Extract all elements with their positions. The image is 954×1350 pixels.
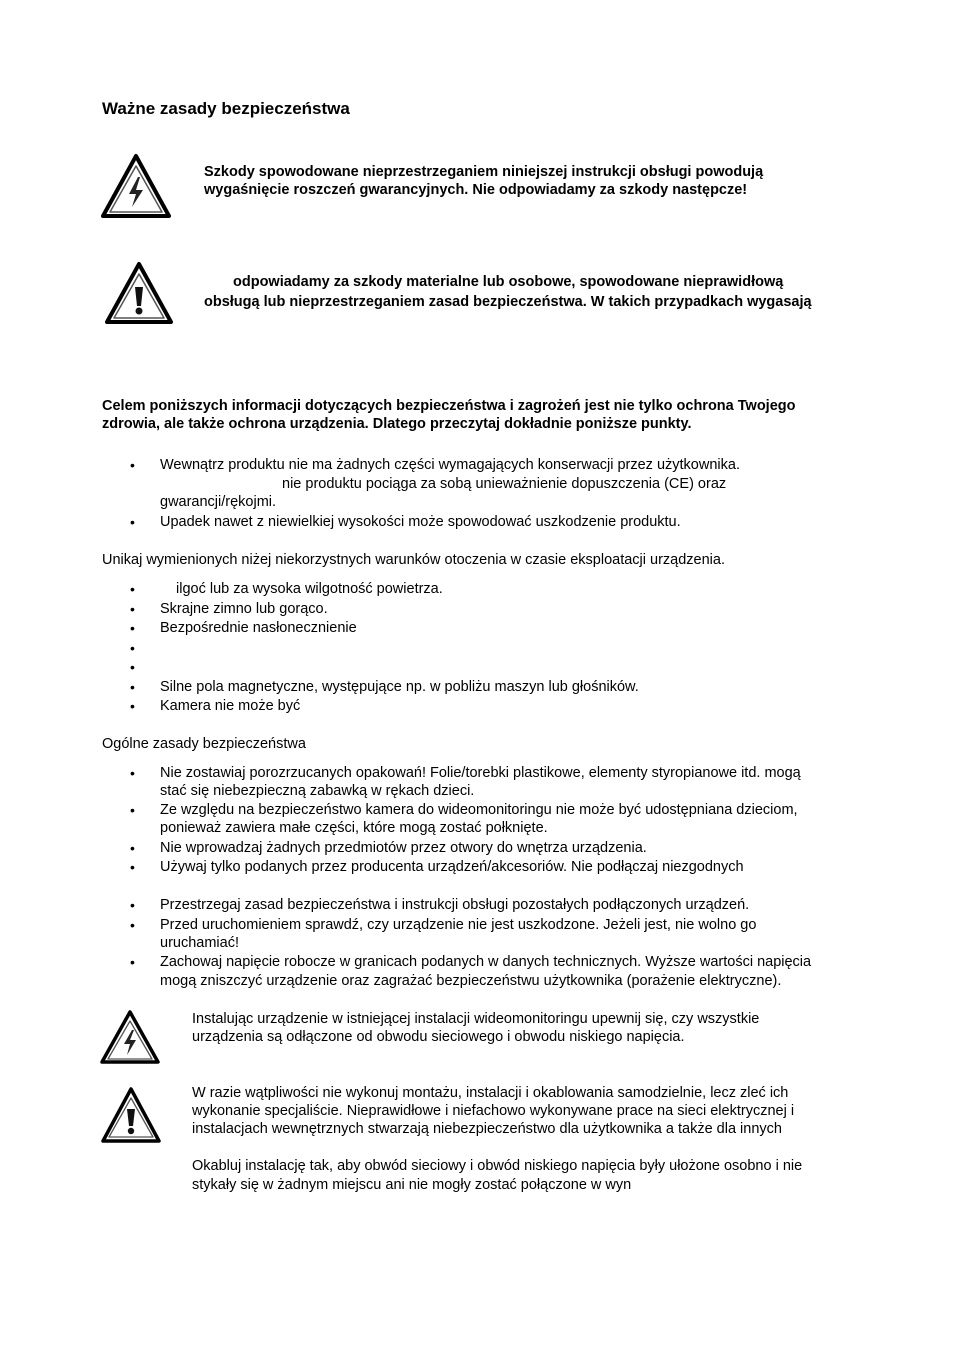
general-safety-heading: Ogólne zasady bezpieczeństwa: [102, 736, 306, 752]
bullet: •: [130, 601, 135, 617]
list-item: Nie zostawiaj porozrzucanych opakowań! Folie/torebki plastikowe, elementy styropianowe itd. mogą: [160, 765, 801, 781]
warning-1-line-1: Szkody spowodowane nieprzestrzeganiem niniejszej instrukcji obsługi powodują: [204, 164, 764, 180]
bullet: •: [130, 840, 135, 856]
page-title: Ważne zasady bezpieczeństwa: [102, 99, 350, 118]
list-item: Silne pola magnetyczne, występujące np. w pobliżu maszyn lub głośników.: [160, 679, 639, 695]
conditions-intro: Unikaj wymienionych niżej niekorzystnych warunków otoczenia w czasie eksploatacji urządzenia.: [102, 552, 725, 568]
warning-2-line-1: odpowiadamy za szkody materialne lub osobowe, spowodowane nieprawidłową: [233, 274, 784, 290]
list-item: ilgoć lub za wysoka wilgotność powietrza.: [176, 581, 443, 597]
bullet: •: [130, 679, 135, 695]
warning-4-line-3: instalacjach wewnętrznych stwarzają niebezpieczeństwo dla użytkownika a także dla innych: [192, 1121, 782, 1137]
warning-4-line-5: stykały się w żadnym miejscu ani nie mogły zostać połączone w wyn: [192, 1177, 632, 1193]
list-item: Nie wprowadzaj żadnych przedmiotów przez otwory do wnętrza urządzenia.: [160, 840, 647, 856]
bullet: •: [130, 954, 135, 970]
warning-4-line-4: Okabluj instalację tak, aby obwód sieciowy i obwód niskiego napięcia były ułożone osobno i nie: [192, 1158, 803, 1174]
exclamation-warning-icon: [100, 1086, 162, 1144]
bullet: •: [130, 859, 135, 875]
exclamation-warning-icon: [104, 261, 174, 325]
bullet: •: [130, 620, 135, 636]
bullet: •: [130, 765, 135, 781]
intro-line-1: Celem poniższych informacji dotyczących bezpieczeństwa i zagrożeń jest nie tylko ochrona Twojego: [102, 398, 796, 414]
list-item: Używaj tylko podanych przez producenta urządzeń/akcesoriów. Nie podłączaj niezgodnych: [160, 859, 744, 875]
bullet: •: [130, 802, 135, 818]
list-item-continuation: ponieważ zawiera małe części, które mogą zostać połknięte.: [160, 820, 548, 836]
list-item: Skrajne zimno lub gorąco.: [160, 601, 328, 617]
bullet: •: [130, 581, 135, 597]
bullet: •: [130, 514, 135, 530]
list-item: Bezpośrednie nasłonecznienie: [160, 620, 357, 636]
intro-line-2: zdrowia, ale także ochrona urządzenia. Dlatego przeczytaj dokładnie poniższe punkty.: [102, 416, 692, 432]
bullet: •: [130, 659, 135, 675]
list-item: Przestrzegaj zasad bezpieczeństwa i instrukcji obsługi pozostałych podłączonych urządzeń.: [160, 897, 750, 913]
list-item: Ze względu na bezpieczeństwo kamera do wideomonitoringu nie może być udostępniana dzieciom,: [160, 802, 798, 818]
bullet: •: [130, 897, 135, 913]
list-item-continuation: uruchamiać!: [160, 935, 239, 951]
list-item-continuation: nie produktu pociąga za sobą unieważnienie dopuszczenia (CE) oraz: [282, 476, 727, 492]
warning-2-line-2: obsługą lub nieprzestrzeganiem zasad bezpieczeństwa. W takich przypadkach wygasają: [204, 294, 812, 310]
warning-3-line-2: urządzenia są odłączone od obwodu sieciowego i obwodu niskiego napięcia.: [192, 1029, 685, 1045]
warning-1-line-2: wygaśnięcie roszczeń gwarancyjnych. Nie odpowiadamy za szkody następcze!: [204, 182, 748, 198]
warning-3-line-1: Instalując urządzenie w istniejącej instalacji wideomonitoringu upewnij się, czy wszystkie: [192, 1011, 760, 1027]
warning-4-line-2: wykonanie specjaliście. Nieprawidłowe i niefachowo wykonywane prace na sieci elektrycznej i: [192, 1103, 795, 1119]
bullet: •: [130, 917, 135, 933]
high-voltage-warning-icon: [100, 153, 172, 219]
list-item: Kamera nie może być: [160, 698, 301, 714]
list-item-continuation: gwarancji/rękojmi.: [160, 494, 277, 510]
bullet: •: [130, 457, 135, 473]
warning-4-line-1: W razie wątpliwości nie wykonuj montażu, instalacji i okablowania samodzielnie, lecz zleć ich: [192, 1085, 789, 1101]
list-item-continuation: mogą zniszczyć urządzenie oraz zagrażać bezpieczeństwu użytkownika (porażenie elektryczne).: [160, 973, 782, 989]
high-voltage-warning-icon: [99, 1009, 161, 1065]
list-item: Wewnątrz produktu nie ma żadnych części wymagających konserwacji przez użytkownika.: [160, 457, 740, 473]
list-item: Zachowaj napięcie robocze w granicach podanych w danych technicznych. Wyższe wartości napięcia: [160, 954, 812, 970]
list-item: Przed uruchomieniem sprawdź, czy urządzenie nie jest uszkodzone. Jeżeli jest, nie wolno go: [160, 917, 757, 933]
bullet: •: [130, 640, 135, 656]
list-item-continuation: stać się niebezpieczną zabawką w rękach dzieci.: [160, 783, 475, 799]
list-item: Upadek nawet z niewielkiej wysokości może spowodować uszkodzenie produktu.: [160, 514, 681, 530]
bullet: •: [130, 698, 135, 714]
